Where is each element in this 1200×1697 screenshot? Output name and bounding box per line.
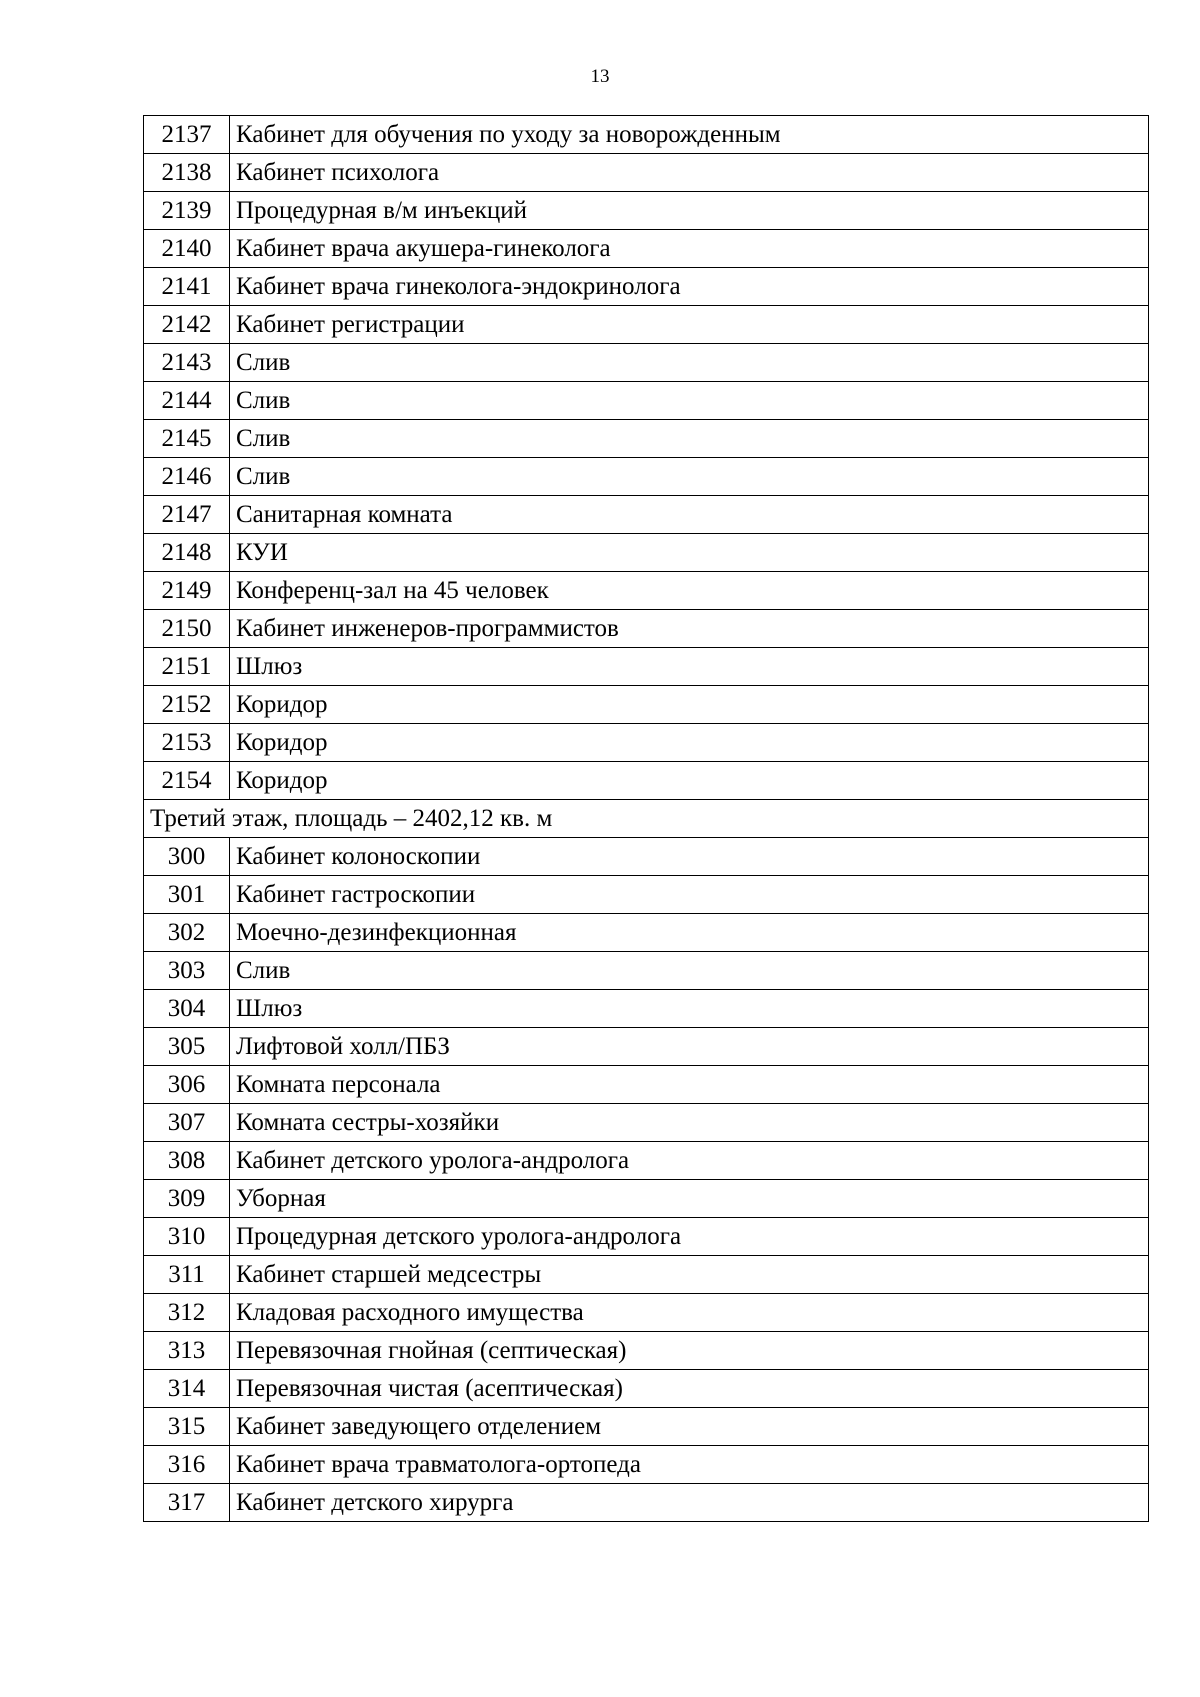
table-row [144,762,1149,800]
table-row [144,1408,1149,1446]
room-name: Кабинет инженеров-программистов [230,610,1149,648]
room-name: Уборная [230,1180,1149,1218]
table-row [144,116,1149,154]
room-number: 2140 [144,230,230,268]
room-name: Санитарная комната [230,496,1149,534]
table-row [144,952,1149,990]
table-row [144,1446,1149,1484]
table-row [144,496,1149,534]
table-row [144,1484,1149,1522]
room-number: 2138 [144,154,230,192]
room-number: 302 [144,914,230,952]
table-row [144,1218,1149,1256]
table-row [144,1104,1149,1142]
room-number: 309 [144,1180,230,1218]
table-row [144,610,1149,648]
room-name: Моечно-дезинфекционная [230,914,1149,952]
table-row [144,1180,1149,1218]
room-name: Кабинет психолога [230,154,1149,192]
table-row [144,268,1149,306]
table-row [144,306,1149,344]
room-number: 2148 [144,534,230,572]
room-number: 300 [144,838,230,876]
room-name: Кабинет врача травматолога-ортопеда [230,1446,1149,1484]
room-name: Перевязочная чистая (асептическая) [230,1370,1149,1408]
room-name: Кабинет для обучения по уходу за новорожденным [230,116,1149,154]
room-name: Коридор [230,686,1149,724]
room-name: Конференц-зал на 45 человек [230,572,1149,610]
room-name: Лифтовой холл/ПБЗ [230,1028,1149,1066]
room-number: 303 [144,952,230,990]
room-name: Процедурная в/м инъекций [230,192,1149,230]
room-number: 2144 [144,382,230,420]
room-number: 305 [144,1028,230,1066]
room-name: Кабинет колоноскопии [230,838,1149,876]
room-number: 2147 [144,496,230,534]
table-row [144,1256,1149,1294]
table-row [144,534,1149,572]
room-name: Слив [230,420,1149,458]
room-number: 2137 [144,116,230,154]
table-row [144,838,1149,876]
room-number: 308 [144,1142,230,1180]
room-name: Кабинет детского уролога-андролога [230,1142,1149,1180]
room-name: Кладовая расходного имущества [230,1294,1149,1332]
room-name: Кабинет старшей медсестры [230,1256,1149,1294]
room-name: КУИ [230,534,1149,572]
room-number: 315 [144,1408,230,1446]
room-number: 2139 [144,192,230,230]
room-number: 311 [144,1256,230,1294]
table-row [144,876,1149,914]
room-name: Коридор [230,762,1149,800]
table-row [144,914,1149,952]
room-name: Слив [230,952,1149,990]
table-row [144,344,1149,382]
room-name: Процедурная детского уролога-андролога [230,1218,1149,1256]
table-row [144,382,1149,420]
room-number: 307 [144,1104,230,1142]
room-number: 2151 [144,648,230,686]
room-number: 2154 [144,762,230,800]
room-number: 2141 [144,268,230,306]
room-number: 317 [144,1484,230,1522]
table-row [144,724,1149,762]
room-number: 2146 [144,458,230,496]
room-name: Кабинет гастроскопии [230,876,1149,914]
table-row [144,420,1149,458]
room-name: Кабинет врача акушера-гинеколога [230,230,1149,268]
room-name: Кабинет заведующего отделением [230,1408,1149,1446]
table-row [144,648,1149,686]
room-number: 316 [144,1446,230,1484]
room-number: 2153 [144,724,230,762]
page-number: 13 [590,66,610,87]
room-number: 2152 [144,686,230,724]
table-row [144,192,1149,230]
table-row [144,1294,1149,1332]
room-name: Комната персонала [230,1066,1149,1104]
table-row [144,572,1149,610]
section-header-row [144,800,1149,838]
room-name: Слив [230,382,1149,420]
room-number: 2150 [144,610,230,648]
room-name: Кабинет регистрации [230,306,1149,344]
table-row [144,1028,1149,1066]
table-row [144,230,1149,268]
room-number: 2149 [144,572,230,610]
room-number: 312 [144,1294,230,1332]
table-row [144,990,1149,1028]
room-number: 2145 [144,420,230,458]
room-name: Комната сестры-хозяйки [230,1104,1149,1142]
room-number: 2142 [144,306,230,344]
room-number: 314 [144,1370,230,1408]
room-number: 306 [144,1066,230,1104]
room-number: 304 [144,990,230,1028]
room-name: Коридор [230,724,1149,762]
table-row [144,1332,1149,1370]
room-number: 310 [144,1218,230,1256]
room-name: Слив [230,458,1149,496]
table-row [144,154,1149,192]
room-number: 301 [144,876,230,914]
table-row [144,1370,1149,1408]
room-name: Слив [230,344,1149,382]
section-header: Третий этаж, площадь – 2402,12 кв. м [144,800,1149,838]
room-name: Перевязочная гнойная (септическая) [230,1332,1149,1370]
rooms-table-body [144,116,1149,1522]
table-row [144,1066,1149,1104]
room-number: 313 [144,1332,230,1370]
table-row [144,1142,1149,1180]
table-row [144,458,1149,496]
room-number: 2143 [144,344,230,382]
room-name: Кабинет детского хирурга [230,1484,1149,1522]
rooms-table [143,115,1149,1522]
room-name: Шлюз [230,648,1149,686]
room-name: Кабинет врача гинеколога-эндокринолога [230,268,1149,306]
table-row [144,686,1149,724]
room-name: Шлюз [230,990,1149,1028]
